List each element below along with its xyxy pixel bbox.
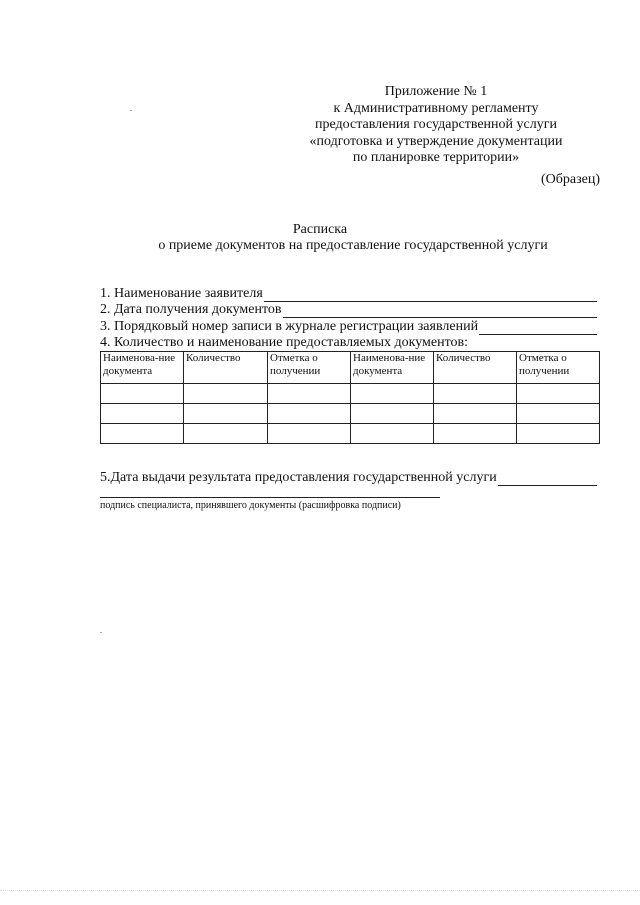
col-header-quantity: Количество xyxy=(434,352,517,384)
table-cell[interactable] xyxy=(101,384,184,404)
scan-speck xyxy=(130,110,132,111)
scan-speck xyxy=(100,632,102,633)
table-cell[interactable] xyxy=(351,424,434,444)
issue-date-blank[interactable] xyxy=(498,472,597,486)
register-number-field[interactable] xyxy=(100,319,597,335)
table-row xyxy=(101,424,600,444)
receipt-subtitle: о приеме документов на предоставление государственной услуги xyxy=(158,238,548,253)
appendix-line: к Административному регламенту xyxy=(333,100,539,116)
applicant-name-label: 1. Наименование заявителя xyxy=(100,286,263,301)
appendix-line: Приложение № 1 xyxy=(384,84,488,99)
receipt-date-blank[interactable] xyxy=(283,304,597,318)
table-cell[interactable] xyxy=(434,404,517,424)
table-cell[interactable] xyxy=(184,384,268,404)
signature-caption: подпись специалиста, принявшего документы (расшифровка подписи) xyxy=(100,500,401,511)
col-header-receipt-mark: Отметка о получении xyxy=(268,352,351,384)
appendix-line: по планировке территории» xyxy=(352,150,520,165)
issue-date-field[interactable] xyxy=(100,470,597,486)
table-cell[interactable] xyxy=(517,404,600,424)
documents-table xyxy=(100,351,600,444)
table-cell[interactable] xyxy=(268,424,351,444)
col-header-quantity: Количество xyxy=(184,352,268,384)
table-cell[interactable] xyxy=(434,384,517,404)
col-header-document-name: Наименова-ние документа xyxy=(101,352,184,384)
appendix-line: «подготовка и утверждение документации xyxy=(309,133,563,149)
scan-edge-marks xyxy=(0,890,640,897)
receipt-date-label: 2. Дата получения документов xyxy=(100,302,282,317)
appendix-line: предоставления государственной услуги xyxy=(315,117,557,132)
table-cell[interactable] xyxy=(268,404,351,424)
receipt-date-field[interactable] xyxy=(100,302,597,318)
table-cell[interactable] xyxy=(268,384,351,404)
issue-date-label: 5.Дата выдачи результата предоставления государственной услуги xyxy=(100,470,497,485)
register-number-label: 3. Порядковый номер записи в журнале регистрации заявлений xyxy=(100,319,479,334)
col-header-receipt-mark: Отметка о получении xyxy=(517,352,600,384)
documents-heading: 4. Количество и наименование предоставляемых документов: xyxy=(100,335,469,350)
table-row xyxy=(101,404,600,424)
col-header-document-name: Наименова-ние документа xyxy=(351,352,434,384)
table-cell[interactable] xyxy=(434,424,517,444)
register-number-blank[interactable] xyxy=(479,321,597,335)
sample-label: (Образец) xyxy=(540,172,600,187)
table-cell[interactable] xyxy=(517,424,600,444)
applicant-name-blank[interactable] xyxy=(264,288,597,302)
table-cell[interactable] xyxy=(184,424,268,444)
applicant-name-field[interactable] xyxy=(100,286,597,302)
table-header-row xyxy=(101,352,600,384)
table-cell[interactable] xyxy=(101,424,184,444)
table-cell[interactable] xyxy=(184,404,268,424)
table-cell[interactable] xyxy=(101,404,184,424)
table-cell[interactable] xyxy=(351,384,434,404)
table-row xyxy=(101,384,600,404)
table-cell[interactable] xyxy=(517,384,600,404)
table-cell[interactable] xyxy=(351,404,434,424)
signature-line[interactable] xyxy=(100,497,440,498)
appendix-header xyxy=(290,84,582,167)
receipt-title: Расписка xyxy=(292,222,348,237)
